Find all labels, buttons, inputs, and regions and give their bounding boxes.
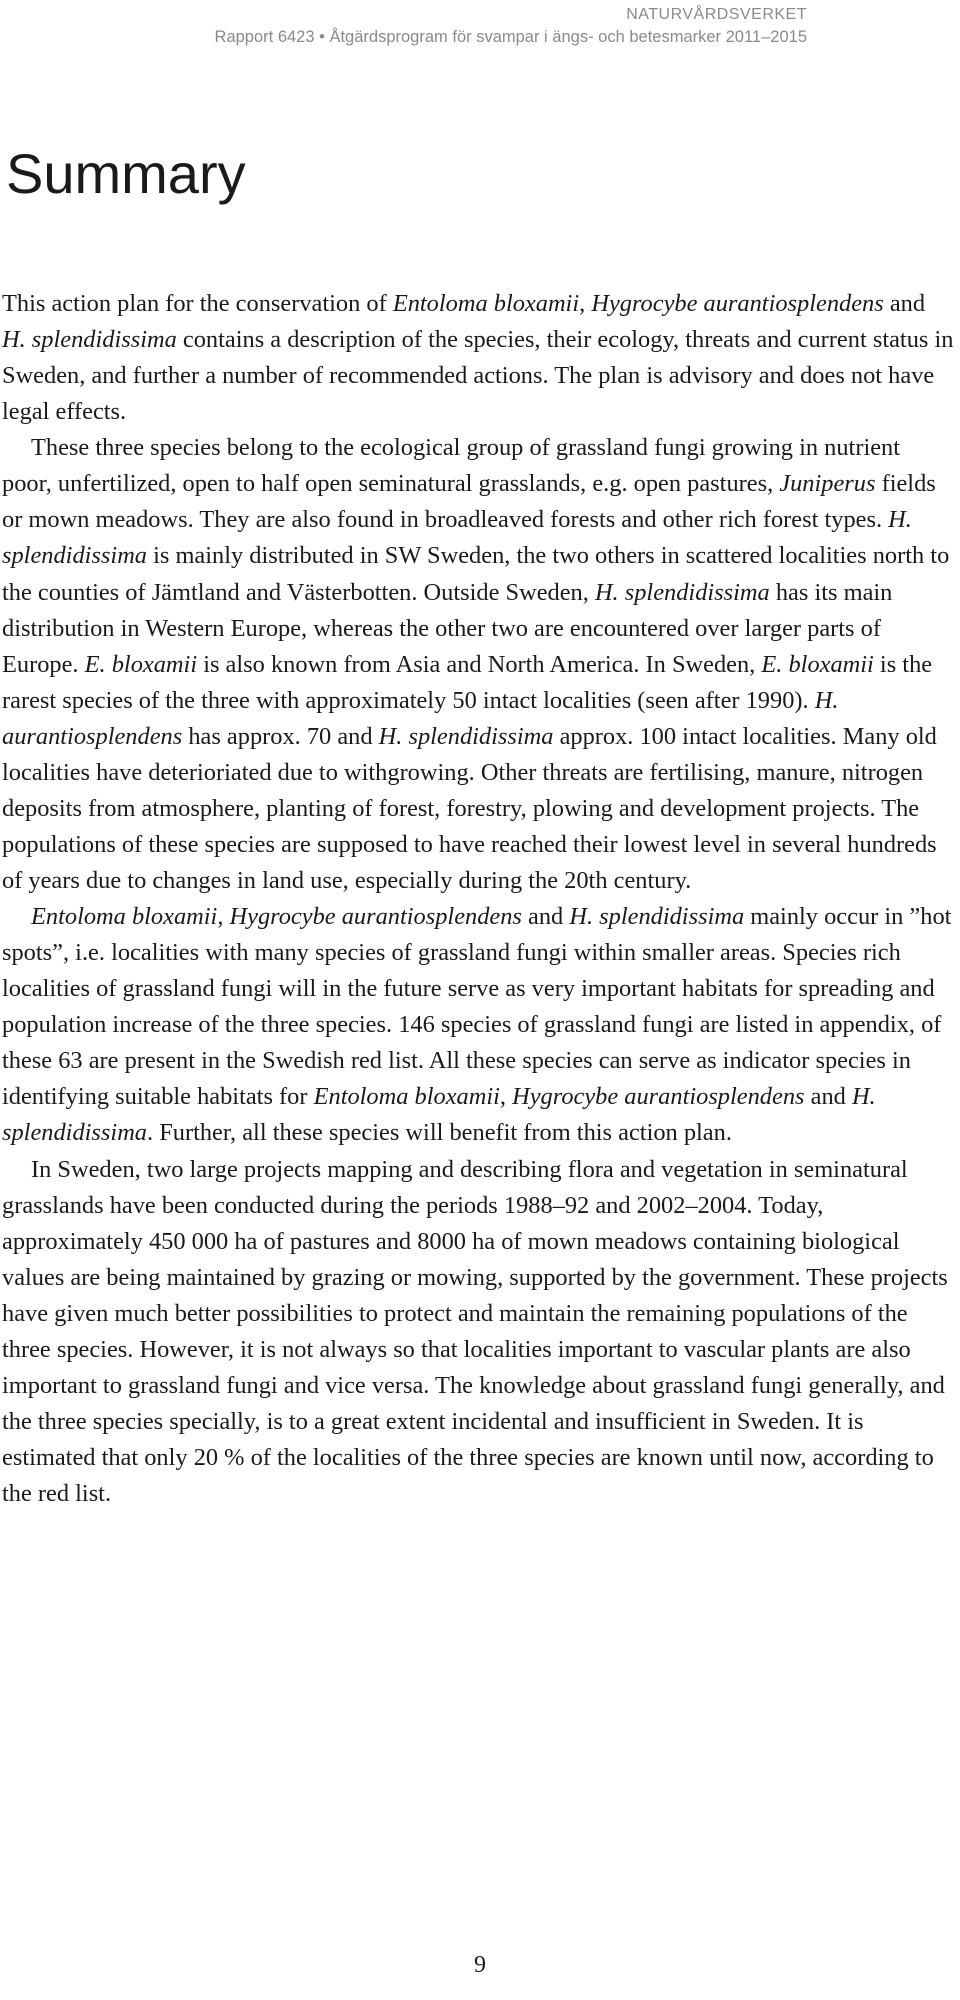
text-run: , (579, 290, 592, 317)
text-run: mainly occur in ”hot spots”, i.e. localities with many species of grassland fungi within smaller areas. Species rich localities of grassland fungi will in the future serve as very important habitats for spreading and population increase of the three species. 146 species of grassland fungi are listed in appendix, of these 63 are present in the Swedish red list. All these species can serve as indicator species in identifying suitable habitats for (2, 903, 952, 1111)
species-name: H. splendidissima (2, 1083, 876, 1147)
text-run: . Further, all these species will benefit from this action plan. (147, 1119, 732, 1147)
text-run: This action plan for the conservation of (2, 290, 393, 317)
page-title: Summary (6, 142, 246, 205)
species-name: H. splendidissima (569, 903, 745, 931)
species-name: H. aurantiosplendens (2, 686, 839, 750)
species-name: H. splendidissima (2, 506, 912, 570)
species-name: H. splendidissima (378, 722, 554, 750)
species-name: Entoloma bloxamii (392, 290, 580, 317)
species-name: Entoloma bloxamii (313, 1083, 500, 1111)
running-header (215, 5, 807, 49)
species-name: Hygrocybe aurantiosplendens (229, 903, 522, 931)
text-run: In Sweden, two large projects mapping and describing flora and vegetation in seminatural grasslands have been conducted during the periods 1988–92 and 2002–2004. Today, approximately 450 000 ha of pastures and 8000 ha of mown meadows containing biological values are being maintained by grazing or mowing, supported by the government. These projects have given much better possibilities to protect and maintain the remaining populations of the three species. However, it is not always so that localities important to vascular plants are also important to grassland fungi and vice versa. The knowledge about grassland fungi generally, and the three species specially, is to a great extent incidental and insufficient in Sweden. It is estimated that only 20 % of the localities of the three species are known until now, according to the red list. (2, 1155, 948, 1508)
species-name: Juniperus (779, 470, 876, 498)
report-title-line: Rapport 6423 • Åtgärdsprogram för svampar i ängs- och betesmarker 2011–2015 (214, 28, 807, 46)
species-name: Entoloma bloxamii (31, 903, 218, 931)
paragraph-intro (2, 286, 954, 430)
species-name: Hygrocybe aurantiosplendens (591, 290, 884, 317)
species-name: E. bloxamii (761, 650, 874, 678)
species-name: H. splendidissima (2, 326, 177, 354)
text-run: These three species belong to the ecological group of grassland fungi growing in nutrient poor, unfertilized, open to half open seminatural grasslands, e.g. open pastures, (2, 434, 901, 498)
paragraph-hot-spots (2, 899, 954, 1151)
text-run: and (521, 903, 570, 931)
text-run: approx. 100 intact localities. Many old localities have deterioriated due to withgrowing. Other threats are fertilising, manure, nitrogen deposits from atmosphere, planting of forest, forestry, plowing and development projects. The populations of these species are supposed to have reached their lowest level in several hundreds of years due to changes in land use, especially during the 20th century. (2, 722, 937, 894)
text-run: contains a description of the species, their ecology, threats and current status in Sweden, and further a number of recommended actions. The plan is advisory and does not have legal effects. (2, 326, 954, 426)
paragraph-projects (2, 1152, 954, 1513)
text-run: and (883, 290, 926, 317)
paragraph-ecology (2, 430, 954, 899)
text-run: is the rarest species of the three with approximately 50 intact localities (seen after 1990). (2, 650, 933, 714)
species-name: E. bloxamii (84, 650, 198, 678)
text-run: has its main distribution in Western Europe, whereas the other two are encountered over larger parts of Europe. (2, 578, 893, 678)
summary-body (2, 286, 954, 1512)
text-run: and (804, 1083, 852, 1111)
text-run: is also known from Asia and North America. In Sweden, (197, 650, 762, 678)
species-name: Hygrocybe aurantiosplendens (512, 1083, 805, 1111)
text-run: has approx. 70 and (182, 722, 379, 750)
text-run: is mainly distributed in SW Sweden, the two others in scattered localities north to the counties of Jämtland and Västerbotten. Outside Sweden, (2, 542, 950, 606)
text-run: , (217, 903, 230, 931)
publisher-name: NATURVÅRDSVERKET (626, 6, 807, 23)
text-run: fields or mown meadows. They are also found in broadleaved forests and other rich forest types. (2, 470, 936, 534)
species-name: H. splendidissima (594, 578, 770, 606)
page-number: 9 (474, 1952, 486, 1978)
text-run: , (499, 1083, 513, 1111)
